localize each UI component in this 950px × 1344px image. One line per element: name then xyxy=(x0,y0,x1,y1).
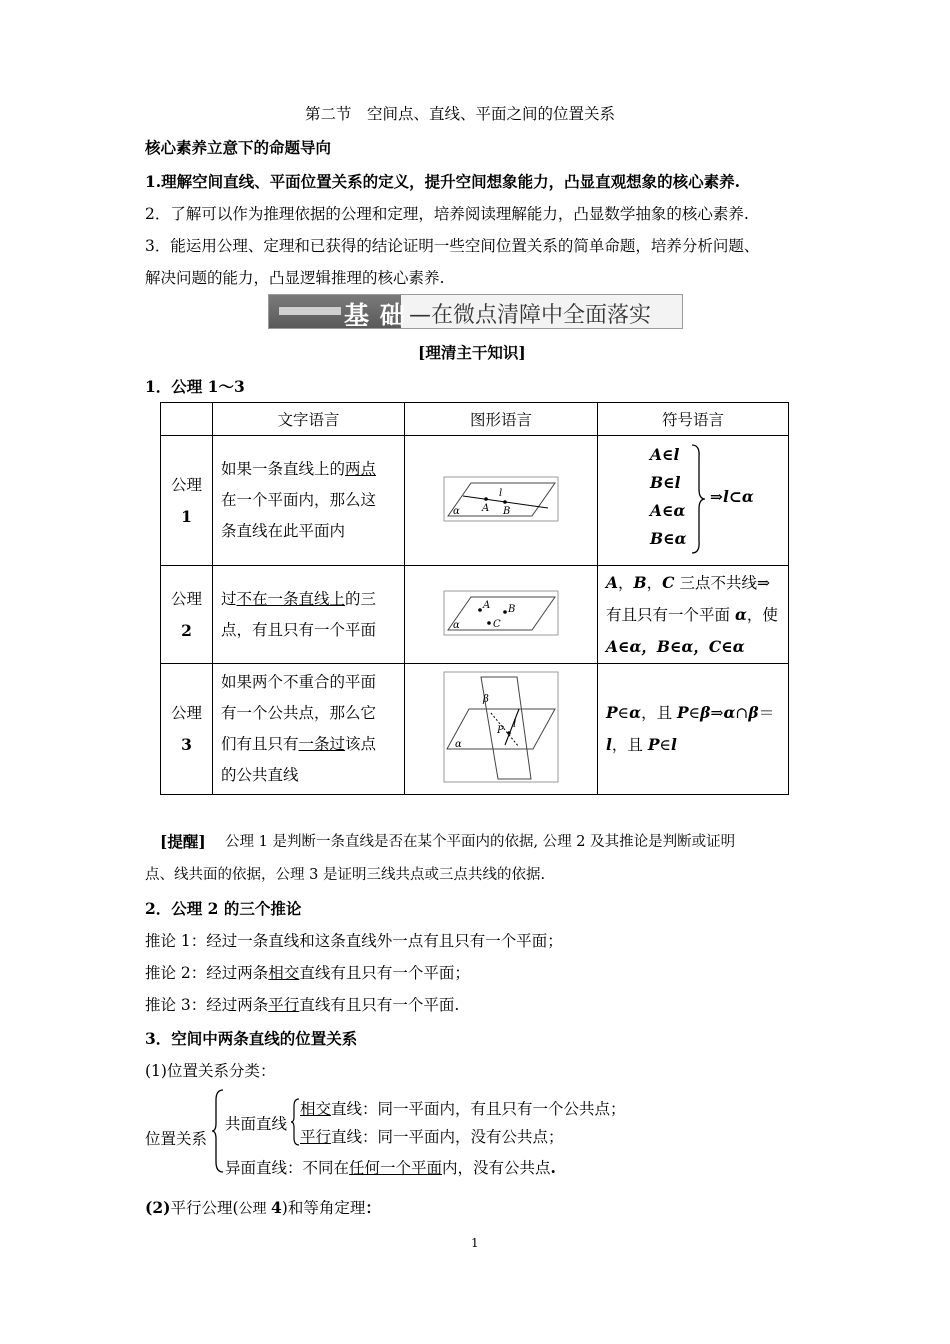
axiom-3-sym-line-1: P∈α，且 P∈β⇒α∩β＝ xyxy=(606,703,775,722)
tip-line-1: 公理 1 是判断一条直线是否在某个平面内的依据, 公理 2 及其推论是判断或证明 xyxy=(225,834,736,850)
page-number: 1 xyxy=(471,1236,479,1250)
axiom-1-sym-2: B∈l xyxy=(650,472,681,492)
point-p xyxy=(507,731,511,735)
label-l: l xyxy=(513,719,517,730)
axiom-3-symbol xyxy=(598,664,789,795)
point-c xyxy=(487,621,491,625)
banner-text: —在微点清障中全面落实 xyxy=(409,303,652,328)
axiom-3-intersecting-planes-figure xyxy=(443,671,559,783)
left-brace-small-icon xyxy=(290,1097,300,1147)
relation-root: 位置关系 xyxy=(145,1130,208,1148)
left-brace-icon xyxy=(211,1088,225,1174)
label-l: l xyxy=(499,487,503,499)
axiom-3-text xyxy=(213,664,405,795)
guide-item-3-cont: 解决问题的能力，凸显逻辑推理的核心素养. xyxy=(145,269,445,287)
guide-item-1: 1.理解空间直线、平面位置关系的定义，提升空间想象能力，凸显直观想象的核心素养. xyxy=(145,172,741,191)
axiom-2-text-line-2: 点，有且只有一个平面 xyxy=(221,620,377,639)
axiom-2-figure-cell xyxy=(405,566,598,664)
axiom-1-text xyxy=(213,436,405,566)
sub-heading-2: (2)平行公理(公理 4)和等角定理： xyxy=(145,1198,381,1217)
corollary-1: 推论 1：经过一条直线和这条直线外一点有且只有一个平面； xyxy=(145,932,563,950)
label-c: C xyxy=(493,618,501,630)
axiom-2-name xyxy=(161,566,213,664)
label-p: P xyxy=(497,725,504,736)
table-row-axiom-1 xyxy=(161,436,789,566)
tip-label: [提醒] xyxy=(160,832,206,851)
header-text-language: 文字语言 xyxy=(213,403,405,436)
banner-strong-text: 基 础 xyxy=(344,301,406,330)
axiom-2-number: 2 xyxy=(181,620,192,640)
knowledge-heading: [理清主干知识] xyxy=(418,343,526,362)
axiom-3-text-line-4: 的公共直线 xyxy=(221,766,299,784)
axiom-2-name-word: 公理 xyxy=(170,589,202,608)
section-3-heading: 3．空间中两条直线的位置关系 xyxy=(145,1029,358,1048)
axiom-3-figure-cell xyxy=(405,664,598,795)
right-brace-icon xyxy=(690,443,706,555)
label-a: A xyxy=(482,502,490,514)
relation-coplanar: 共面直线 xyxy=(225,1115,288,1133)
axiom-1-sym-result: ⇒l⊂α xyxy=(710,486,754,506)
axiom-2-plane-figure xyxy=(443,590,559,636)
relation-skew: 异面直线：不同在任何一个平面内，没有公共点. xyxy=(225,1158,556,1177)
axiom-1-text-line-3: 条直线在此平面内 xyxy=(221,522,346,540)
table-row-axiom-3 xyxy=(161,664,789,795)
axiom-2-sym-line-3: A∈α，B∈α，C∈α xyxy=(606,636,745,656)
axiom-1-text-line-1: 如果一条直线上的两点 xyxy=(221,460,377,478)
sub-heading-1: (1)位置关系分类： xyxy=(145,1062,276,1080)
axiom-3-name-word: 公理 xyxy=(170,704,202,722)
label-b: B xyxy=(508,603,516,615)
point-a xyxy=(484,497,488,501)
section-banner xyxy=(268,294,683,329)
label-alpha: α xyxy=(455,739,462,750)
point-b xyxy=(503,500,507,504)
axiom-2-symbol xyxy=(598,566,789,664)
label-alpha: α xyxy=(453,619,460,631)
section-1-heading: 1．公理 1～3 xyxy=(145,377,245,396)
point-a xyxy=(478,608,482,612)
tip-line-2: 点、线共面的依据，公理 3 是证明三线共点或三点共线的依据. xyxy=(145,867,546,883)
corollary-2: 推论 2：经过两条相交直线有且只有一个平面； xyxy=(145,964,470,982)
guide-item-2: 2．了解可以作为推理依据的公理和定理，培养阅读理解能力，凸显数学抽象的核心素养. xyxy=(145,205,749,223)
relation-parallel: 平行直线：同一平面内，没有公共点； xyxy=(300,1128,564,1146)
label-b: B xyxy=(503,505,511,517)
axiom-1-text-line-2: 在一个平面内，那么这 xyxy=(221,491,377,509)
axiom-1-symbol xyxy=(598,436,789,566)
relation-intersect: 相交直线：同一平面内，有且只有一个公共点； xyxy=(300,1100,626,1118)
banner-bar-highlight xyxy=(279,307,341,315)
page-title: 第二节 空间点、直线、平面之间的位置关系 xyxy=(305,105,616,123)
axiom-3-name xyxy=(161,664,213,795)
axiom-3-sym-line-2: l，且 P∈l xyxy=(606,735,677,754)
corollary-3: 推论 3：经过两条平行直线有且只有一个平面. xyxy=(145,996,460,1014)
axiom-1-name-word: 公理 xyxy=(170,475,202,494)
axiom-1-sym-4: B∈α xyxy=(650,528,687,548)
point-b xyxy=(503,610,507,614)
axiom-2-sym-line-2: 有且只有一个平面 α，使 xyxy=(606,604,778,624)
axiom-1-name xyxy=(161,436,213,566)
axiom-3-text-line-3: 们有且只有一条过该点 xyxy=(221,735,377,753)
axiom-1-number: 1 xyxy=(181,506,192,526)
axiom-3-number: 3 xyxy=(181,735,192,754)
label-alpha: α xyxy=(453,505,460,517)
axiom-table xyxy=(160,402,789,795)
header-symbol-language: 符号语言 xyxy=(598,403,789,436)
section-2-heading: 2．公理 2 的三个推论 xyxy=(145,899,302,918)
header-figure-language: 图形语言 xyxy=(405,403,598,436)
table-header-row xyxy=(161,403,789,436)
axiom-3-text-line-1: 如果两个不重合的平面 xyxy=(221,673,377,691)
axiom-2-text-line-1: 过不在一条直线上的三 xyxy=(221,589,377,608)
label-beta: β xyxy=(483,694,489,705)
table-row-axiom-2 xyxy=(161,566,789,664)
guide-heading: 核心素养立意下的命题导向 xyxy=(145,138,332,157)
label-a: A xyxy=(483,599,491,611)
axiom-1-sym-3: A∈α xyxy=(650,500,686,520)
axiom-1-figure-cell xyxy=(405,436,598,566)
guide-item-3: 3．能运用公理、定理和已获得的结论证明一些空间位置关系的简单命题，培养分析问题、 xyxy=(145,237,760,255)
axiom-1-plane-figure xyxy=(443,476,559,522)
header-blank xyxy=(161,403,213,436)
axiom-2-sym-line-1: A，B，C 三点不共线⇒ xyxy=(606,572,770,592)
axiom-1-sym-1: A∈l xyxy=(650,444,680,464)
axiom-2-text xyxy=(213,566,405,664)
axiom-3-text-line-2: 有一个公共点，那么它 xyxy=(221,704,377,722)
